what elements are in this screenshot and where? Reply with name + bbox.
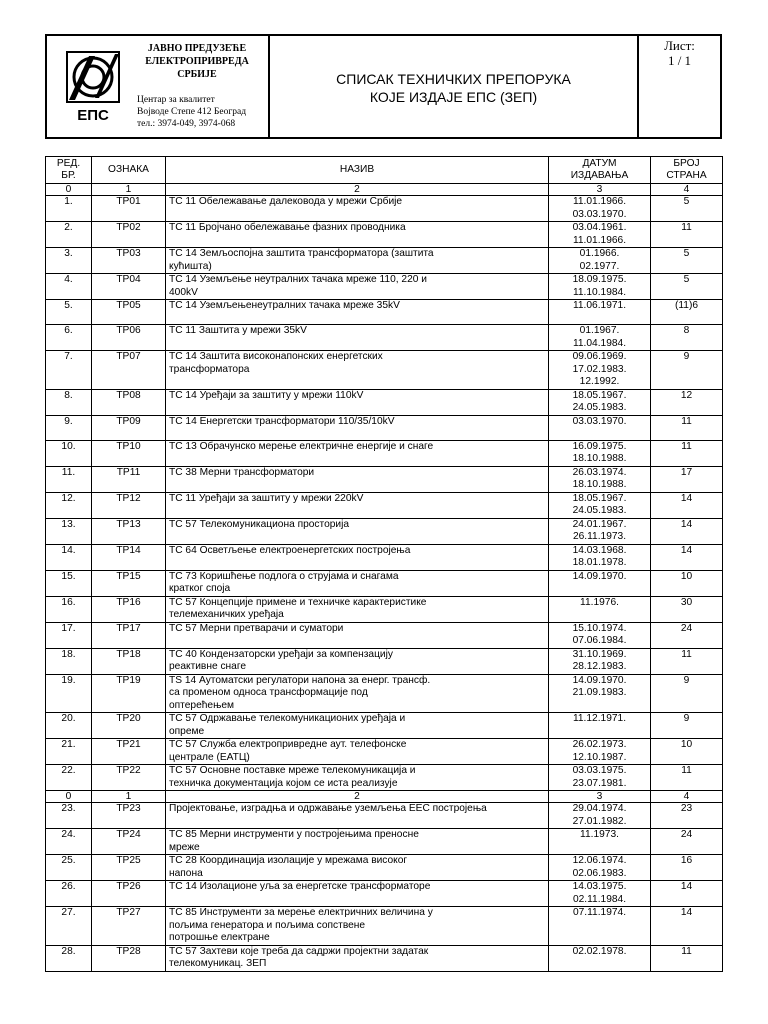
row-number-cell: 22. (46, 765, 92, 791)
row-number-cell: 2. (46, 222, 92, 248)
code-cell: ТР04 (92, 274, 166, 300)
name-cell: ТС 64 Осветљење електроенергетских постројења (166, 544, 549, 570)
name-cell: ТС 73 Коришћење подлога о струјама и снагама кратког споја (166, 570, 549, 596)
row-number-cell: 10. (46, 440, 92, 466)
name-cell: ТС 57 Захтеви које треба да садржи пројектни задатак телекомуникац. ЗЕП (166, 945, 549, 971)
date-cell: 11.1976. (549, 596, 651, 622)
pages-cell: 14 (651, 881, 723, 907)
pages-cell: 10 (651, 739, 723, 765)
table-row (46, 881, 723, 907)
date-cell: 11.06.1971. (549, 300, 651, 325)
code-cell: ТР15 (92, 570, 166, 596)
logo-text: ЕПС (77, 107, 109, 124)
row-number-cell: 23. (46, 803, 92, 829)
column-header-pages: БРОЈ СТРАНА (651, 157, 723, 184)
row-number-cell: 4. (46, 274, 92, 300)
column-index-cell: 4 (651, 184, 723, 196)
date-cell: 07.11.1974. (549, 907, 651, 946)
column-index-row (46, 791, 723, 803)
row-number-cell: 27. (46, 907, 92, 946)
row-number-cell: 19. (46, 674, 92, 713)
column-index-cell: 2 (166, 184, 549, 196)
date-cell: 01.1966. 02.1977. (549, 248, 651, 274)
date-cell: 29.04.1974. 27.01.1982. (549, 803, 651, 829)
name-cell: ТС 14 Заштита високонапонских енергетских трансформатора (166, 351, 549, 390)
date-cell: 14.03.1968. 18.01.1978. (549, 544, 651, 570)
name-cell: ТС 13 Обрачунско мерење електричне енергије и снаге (166, 440, 549, 466)
table-row (46, 674, 723, 713)
pages-cell: (11)6 (651, 300, 723, 325)
code-cell: ТР21 (92, 739, 166, 765)
date-cell: 18.09.1975. 11.10.1984. (549, 274, 651, 300)
date-cell: 11.1973. (549, 829, 651, 855)
name-cell: ТС 14 Енергетски трансформатори 110/35/10kV (166, 415, 549, 440)
row-number-cell: 9. (46, 415, 92, 440)
name-cell: TS 14 Аутоматски регулатори напона за енерг. трансф. са променом односа трансформације под оптерећењем (166, 674, 549, 713)
date-cell: 11.12.1971. (549, 713, 651, 739)
code-cell: ТР20 (92, 713, 166, 739)
code-cell: ТР08 (92, 389, 166, 415)
table-row (46, 765, 723, 791)
pages-cell: 5 (651, 196, 723, 222)
date-cell: 24.01.1967. 26.11.1973. (549, 518, 651, 544)
table-row (46, 713, 723, 739)
name-cell: ТС 14 Уземљењенеутралних тачака мреже 35kV (166, 300, 549, 325)
column-index-cell: 3 (549, 184, 651, 196)
pages-cell: 14 (651, 907, 723, 946)
date-cell: 31.10.1969. 28.12.1983. (549, 648, 651, 674)
table-row (46, 440, 723, 466)
date-cell: 18.05.1967. 24.05.1983. (549, 492, 651, 518)
table-row (46, 544, 723, 570)
table-row (46, 300, 723, 325)
row-number-cell: 25. (46, 855, 92, 881)
name-cell: ТС 85 Мерни инструменти у постројењима преносне мреже (166, 829, 549, 855)
table-row (46, 415, 723, 440)
name-cell: ТС 57 Одржавање телекомуникационих уређаја и опреме (166, 713, 549, 739)
row-number-cell: 20. (46, 713, 92, 739)
pages-cell: 11 (651, 415, 723, 440)
table-row (46, 907, 723, 946)
code-cell: ТР25 (92, 855, 166, 881)
table-row (46, 222, 723, 248)
code-cell: ТР17 (92, 622, 166, 648)
column-index-cell: 0 (46, 791, 92, 803)
row-number-cell: 18. (46, 648, 92, 674)
pages-cell: 24 (651, 829, 723, 855)
column-header-code: ОЗНАКА (92, 157, 166, 184)
row-number-cell: 15. (46, 570, 92, 596)
pages-cell: 16 (651, 855, 723, 881)
code-cell: ТР19 (92, 674, 166, 713)
row-number-cell: 28. (46, 945, 92, 971)
pages-cell: 11 (651, 222, 723, 248)
code-cell: ТР05 (92, 300, 166, 325)
table-row (46, 196, 723, 222)
name-cell: ТС 11 Обележавање далековода у мрежи Србије (166, 196, 549, 222)
name-cell: ТС 57 Телекомуникациона просторија (166, 518, 549, 544)
name-cell: ТС 38 Мерни трансформатори (166, 466, 549, 492)
name-cell: ТС 57 Служба електропривредне аут. телефонске централе (ЕАТЦ) (166, 739, 549, 765)
date-cell: 01.1967. 11.04.1984. (549, 325, 651, 351)
sheet-label: Лист: (664, 38, 695, 53)
table-row (46, 596, 723, 622)
code-cell: ТР22 (92, 765, 166, 791)
row-number-cell: 16. (46, 596, 92, 622)
name-cell: ТС 85 Инструменти за мерење електричних величина у пољима генератора и пољима сопствене потрошње електране (166, 907, 549, 946)
code-cell: ТР09 (92, 415, 166, 440)
table-row (46, 570, 723, 596)
row-number-cell: 3. (46, 248, 92, 274)
row-number-cell: 17. (46, 622, 92, 648)
pages-cell: 9 (651, 674, 723, 713)
date-cell: 02.02.1978. (549, 945, 651, 971)
column-index-row (46, 184, 723, 196)
column-header-date: ДАТУМ ИЗДАВАЊА (549, 157, 651, 184)
pages-cell: 11 (651, 440, 723, 466)
row-number-cell: 6. (46, 325, 92, 351)
pages-cell: 30 (651, 596, 723, 622)
code-cell: ТР11 (92, 466, 166, 492)
table-row (46, 803, 723, 829)
name-cell: ТС 57 Основне поставке мреже телекомуникација и техничка документација којом се иста реализује (166, 765, 549, 791)
column-header-number: РЕД. БР. (46, 157, 92, 184)
document-title: СПИСАК ТЕХНИЧКИХ ПРЕПОРУКА КОЈЕ ИЗДАЈЕ ЕПС (ЗЕП) (336, 71, 571, 105)
date-cell: 14.09.1970. 21.09.1983. (549, 674, 651, 713)
name-cell: ТС 14 Изолационе уља за енергетске трансформаторе (166, 881, 549, 907)
date-cell: 14.03.1975. 02.11.1984. (549, 881, 651, 907)
name-cell: ТС 14 Уземљење неутралних тачака мреже 110, 220 и 400kV (166, 274, 549, 300)
document-header (45, 34, 722, 139)
table-row (46, 325, 723, 351)
name-cell: ТС 28 Координација изолације у мрежама високог напона (166, 855, 549, 881)
sheet-cell (637, 36, 720, 137)
table-row (46, 648, 723, 674)
column-index-cell: 1 (92, 184, 166, 196)
code-cell: ТР01 (92, 196, 166, 222)
pages-cell: 23 (651, 803, 723, 829)
code-cell: ТР12 (92, 492, 166, 518)
code-cell: ТР10 (92, 440, 166, 466)
row-number-cell: 8. (46, 389, 92, 415)
code-cell: ТР24 (92, 829, 166, 855)
organization-name: ЈАВНО ПРЕДУЗЕЋЕ ЕЛЕКТРОПРИВРЕДА СРБИЈЕ (145, 43, 249, 80)
row-number-cell: 26. (46, 881, 92, 907)
date-cell: 14.09.1970. (549, 570, 651, 596)
table-row (46, 518, 723, 544)
date-cell: 16.09.1975. 18.10.1988. (549, 440, 651, 466)
name-cell: ТС 57 Мерни претварачи и суматори (166, 622, 549, 648)
recommendations-table (45, 156, 723, 972)
name-cell: ТС 57 Концепције примене и техничке карактеристике телемеханичких уређаја (166, 596, 549, 622)
name-cell: ТС 11 Бројчано обележавање фазних проводника (166, 222, 549, 248)
table-row (46, 274, 723, 300)
table-row (46, 248, 723, 274)
table-row (46, 739, 723, 765)
column-index-cell: 3 (549, 791, 651, 803)
code-cell: ТР13 (92, 518, 166, 544)
pages-cell: 9 (651, 713, 723, 739)
date-cell: 15.10.1974. 07.06.1984. (549, 622, 651, 648)
row-number-cell: 24. (46, 829, 92, 855)
pages-cell: 5 (651, 248, 723, 274)
sheet-value: 1 / 1 (667, 53, 692, 68)
name-cell: ТС 14 Земљоспојна заштита трансформатора (заштита кућишта) (166, 248, 549, 274)
pages-cell: 14 (651, 544, 723, 570)
pages-cell: 11 (651, 945, 723, 971)
row-number-cell: 7. (46, 351, 92, 390)
code-cell: ТР14 (92, 544, 166, 570)
name-cell: ТС 40 Кондензаторски уређаји за компензацију реактивне снаге (166, 648, 549, 674)
row-number-cell: 21. (46, 739, 92, 765)
code-cell: ТР23 (92, 803, 166, 829)
date-cell: 11.01.1966. 03.03.1970. (549, 196, 651, 222)
code-cell: ТР03 (92, 248, 166, 274)
row-number-cell: 14. (46, 544, 92, 570)
pages-cell: 9 (651, 351, 723, 390)
table-row (46, 466, 723, 492)
pages-cell: 10 (651, 570, 723, 596)
date-cell: 12.06.1974. 02.06.1983. (549, 855, 651, 881)
column-index-cell: 2 (166, 791, 549, 803)
code-cell: ТР26 (92, 881, 166, 907)
pages-cell: 12 (651, 389, 723, 415)
pages-cell: 24 (651, 622, 723, 648)
table-row (46, 389, 723, 415)
table-row (46, 855, 723, 881)
row-number-cell: 5. (46, 300, 92, 325)
code-cell: ТР06 (92, 325, 166, 351)
table-row (46, 492, 723, 518)
code-cell: ТР27 (92, 907, 166, 946)
name-cell: Пројектовање, изградња и одржавање уземљења ЕЕС постројења (166, 803, 549, 829)
table-row (46, 622, 723, 648)
date-cell: 18.05.1967. 24.05.1983. (549, 389, 651, 415)
code-cell: ТР02 (92, 222, 166, 248)
table-row (46, 945, 723, 971)
row-number-cell: 12. (46, 492, 92, 518)
pages-cell: 5 (651, 274, 723, 300)
quality-center-contact: Центар за квалитет Војводе Степе 412 Београд тел.: 3974-049, 3974-068 (137, 95, 247, 129)
code-cell: ТР07 (92, 351, 166, 390)
date-cell: 03.04.1961. 11.01.1966. (549, 222, 651, 248)
pages-cell: 11 (651, 765, 723, 791)
pages-cell: 11 (651, 648, 723, 674)
table-header-row (46, 157, 723, 184)
column-index-cell: 1 (92, 791, 166, 803)
date-cell: 26.02.1973. 12.10.1987. (549, 739, 651, 765)
row-number-cell: 13. (46, 518, 92, 544)
table-row (46, 351, 723, 390)
row-number-cell: 11. (46, 466, 92, 492)
pages-cell: 8 (651, 325, 723, 351)
column-index-cell: 4 (651, 791, 723, 803)
pages-cell: 17 (651, 466, 723, 492)
name-cell: ТС 14 Уређаји за заштиту у мрежи 110kV (166, 389, 549, 415)
date-cell: 26.03.1974. 18.10.1988. (549, 466, 651, 492)
date-cell: 03.03.1970. (549, 415, 651, 440)
column-header-name: НАЗИВ (166, 157, 549, 184)
code-cell: ТР16 (92, 596, 166, 622)
date-cell: 03.03.1975. 23.07.1981. (549, 765, 651, 791)
eps-logo-icon (65, 50, 121, 126)
pages-cell: 14 (651, 518, 723, 544)
header-organization-cell (47, 36, 270, 137)
name-cell: ТС 11 Уређаји за заштиту у мрежи 220kV (166, 492, 549, 518)
table-row (46, 829, 723, 855)
name-cell: ТС 11 Заштита у мрежи 35kV (166, 325, 549, 351)
code-cell: ТР18 (92, 648, 166, 674)
column-index-cell: 0 (46, 184, 92, 196)
date-cell: 09.06.1969. 17.02.1983. 12.1992. (549, 351, 651, 390)
code-cell: ТР28 (92, 945, 166, 971)
row-number-cell: 1. (46, 196, 92, 222)
pages-cell: 14 (651, 492, 723, 518)
